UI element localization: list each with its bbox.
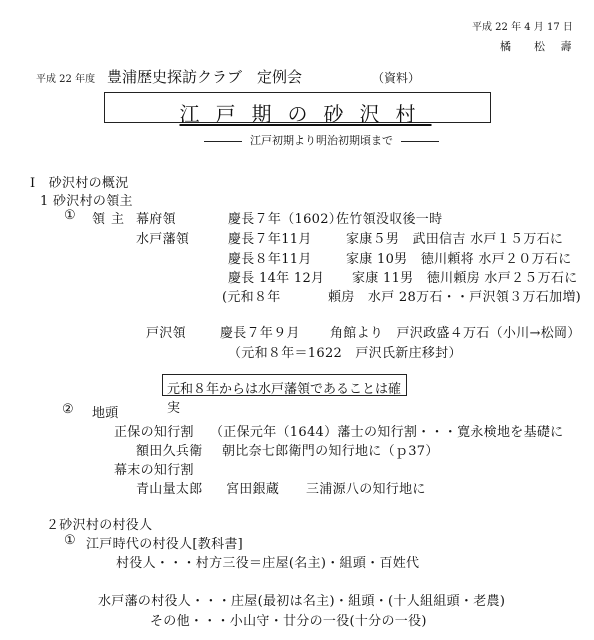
detail-row-3: 家康 10男 徳川頼将 水戸２０万石に bbox=[346, 252, 572, 267]
date-row-3: 慶長８年11月 bbox=[228, 252, 312, 267]
detail-row-2: 家康５男 武田信吉 水戸１５万石に bbox=[346, 232, 564, 247]
subsection-officials: ２砂沢村の村役人 bbox=[46, 518, 153, 533]
subtitle-text: 江戸初期より明治初期頃まで bbox=[250, 134, 393, 147]
date-row-2: 慶長７年11月 bbox=[228, 232, 312, 247]
material-label: （資料） bbox=[372, 71, 421, 85]
officials-line-3: その他・・・小山守・廿分の一役(十分の一役) bbox=[150, 614, 427, 629]
item-number-2: ② bbox=[62, 402, 74, 417]
detail-row-4: 家康 11男 徳川頼房 水戸２５万石に bbox=[352, 271, 578, 286]
date-row-1: 慶長７年（1602） bbox=[228, 212, 343, 227]
item-label-officials: 江戸時代の村役人[教科書] bbox=[86, 537, 244, 552]
bakumatsu-label: 幕末の知行割 bbox=[114, 463, 194, 478]
tozawa-detail: 角館より 戸沢政盛４万石（小川→松岡） bbox=[330, 326, 581, 341]
item-number-1: ① bbox=[64, 208, 76, 223]
item-number-3: ① bbox=[64, 533, 76, 548]
document-date: 平成 22 年 4 月 17 日 bbox=[472, 22, 573, 33]
shoho-label: 正保の知行割 bbox=[114, 425, 194, 440]
domain-bakufu: 幕府領 bbox=[136, 212, 176, 227]
bakumatsu-person-2: 宮田銀蔵 bbox=[226, 482, 280, 497]
domain-tozawa: 戸沢領 bbox=[146, 326, 186, 341]
title-box bbox=[104, 92, 491, 126]
domain-mito: 水戸藩領 bbox=[136, 232, 190, 247]
author-name: 橘 松 壽 bbox=[500, 40, 578, 53]
boxed-note-text: 元和８年からは水戸藩領であることは確実 bbox=[167, 382, 402, 416]
dash-right bbox=[401, 141, 439, 142]
item-label-jito: 地頭 bbox=[92, 406, 119, 421]
shoho-person-detail: 朝比奈七郎衛門の知行地に（ｐ37） bbox=[222, 444, 439, 459]
bakumatsu-person-1: 青山量太郎 bbox=[136, 482, 203, 497]
date-row-5: (元和８年 bbox=[222, 290, 281, 305]
fiscal-year: 平成 22 年度 bbox=[36, 74, 96, 85]
document-title: 江戸期の砂沢村 bbox=[179, 102, 432, 126]
section-heading: Ⅰ 砂沢村の概況 bbox=[30, 176, 129, 191]
tozawa-note: （元和８年＝1622 戸沢氏新庄移封） bbox=[228, 346, 462, 361]
date-row-4: 慶長 14年 12月 bbox=[228, 271, 325, 286]
subsection-lords: 1 砂沢村の領主 bbox=[40, 194, 133, 209]
bakumatsu-person-3: 三浦源八の知行地に bbox=[306, 482, 426, 497]
shoho-person: 額田久兵衛 bbox=[136, 444, 203, 459]
tozawa-date: 慶長７年９月 bbox=[220, 326, 300, 341]
item-label-lord: 領主 bbox=[92, 212, 131, 227]
dash-left bbox=[204, 141, 242, 142]
subtitle bbox=[196, 132, 447, 148]
officials-line-2: 水戸藩の村役人・・・庄屋(最初は名主)・組頭・(十人組組頭・老農) bbox=[98, 594, 506, 609]
boxed-note bbox=[162, 374, 407, 416]
club-meeting-title: 豊浦歴史探訪クラブ 定例会 bbox=[107, 68, 303, 86]
officials-line-1: 村役人・・・村方三役＝庄屋(名主)・組頭・百姓代 bbox=[116, 556, 420, 571]
detail-row-5: 頼房 水戸 28万石・・戸沢領３万石加増) bbox=[328, 290, 582, 305]
detail-row-1: 佐竹領没収後一時 bbox=[336, 212, 443, 227]
shoho-detail: （正保元年（1644）藩士の知行割・・・寛永検地を基礎に bbox=[210, 425, 564, 440]
